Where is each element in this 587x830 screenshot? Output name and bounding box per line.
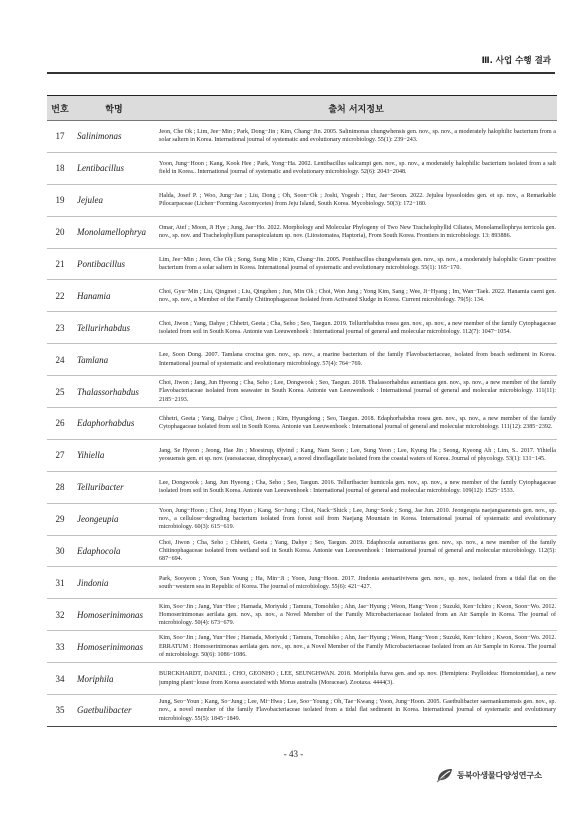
scientific-name: Jeongeupia [73,503,155,535]
row-number: 30 [47,535,73,567]
row-number: 24 [47,344,73,376]
row-number: 27 [47,439,73,471]
reference-text: Choi, Jiwon ; Yang, Dahye ; Chhetri, Geeta ; Cha, Seho ; Seo, Taegun. 2019. Tellurirhabdus rosea gen. nov., sp. nov., a new member of the family Cytophagaceae isolated from soil in South Korea. Antonie van Leeuwenhoek : International journal of general and molecular microbiology. 112(7): 1047−1054. [159,320,556,335]
table-row [47,599,557,631]
row-number: 31 [47,567,73,599]
reference-cell [155,567,557,599]
reference-text: Park, Sooyeon ; Yoon, Sun Young ; Ha, Min−Ji ; Yoon, Jung−Hoon. 2017. Jindonia aestuariivivens gen. nov., sp. nov., isolated from a tidal flat on the south−western sea in Republic of Korea. The journal of microbiology. 55(6): 421−427. [159,575,556,590]
table-row [47,471,557,503]
reference-cell [155,312,557,344]
reference-cell [155,184,557,216]
reference-cell [155,376,557,408]
scientific-name: Tamlana [73,344,155,376]
scientific-name: Homoserinimonas [73,631,155,663]
row-number: 32 [47,599,73,631]
reference-cell [155,503,557,535]
row-number: 26 [47,408,73,440]
scientific-name: Monolamellophrya [73,216,155,248]
reference-cell [155,216,557,248]
reference-cell [155,152,557,184]
row-number: 20 [47,216,73,248]
table-row [47,121,557,153]
reference-cell [155,408,557,440]
reference-cell [155,631,557,663]
reference-table [47,95,557,727]
reference-cell [155,344,557,376]
reference-text: Jang, Se Hyeon ; Jeong, Hae Jin ; Moestrup, Øjvind ; Kang, Nam Seon ; Lee, Sung Yeon ; Lee, Kyung Ha ; Seong, Kyeong Ah ; Lim, S.. 2017. Yihiella yeosuensis gen. et sp. nov. (suessiaceae, dinophyceae), a novel dinoflagellate isolated from the coastal waters of Korea. Journal of phycology. 53(1): 131−145. [159,448,556,463]
reference-text: Kim, Soo−Jin ; Jang, Yun−Hee ; Hamada, Moriyuki ; Tamura, Tomohiko ; Ahn, Jae−Hyung ; Weon, Hang−Yeon ; Suzuki, Ken−Ichiro ; Kwon, Soon−Wo. 2012. ERRATUM : Homoserinimonas aerilata gen. nov., sp. nov., a Novel Member of the Family Microbacteriaceae Isolated from an Air Sample in Korea. The journal of microbiology. 50(6): 1086−1086. [159,635,556,658]
reference-cell [155,248,557,280]
reference-text: Lim, Jee−Min ; Jeon, Che Ok ; Song, Sung Min ; Kim, Chang−Jin. 2005. Pontibacillus chungwhensis gen. nov., sp. nov., a moderately halophilic Gram−positive bacterium from a solar saltern in Korea. International journal of systematic and evolutionary microbiology. 55(1): 165−170. [159,256,556,271]
reference-cell [155,121,557,153]
reference-text: Lee, Dongwook ; Jang, Jun Hyeong ; Cha, Seho ; Seo, Taegun. 2016. Telluribacter humicola gen. nov., sp. nov., a new member of the family Cytophagaceae isolated from soil in South Korea. Antonie van Leeuwenhoek : International journal of general and molecular microbiology. 109(12): 1525−1533. [159,480,556,495]
scientific-name: Salinimonas [73,121,155,153]
scientific-name: Pontibacillus [73,248,155,280]
row-number: 18 [47,152,73,184]
scientific-name: Hanamia [73,280,155,312]
reference-text: Choi, Jiwon ; Jang, Jun Hyeong ; Cha, Seho ; Lee, Dongwook ; Seo, Taegun. 2018. Thalassorhabdus aurantiaca gen. nov., sp. nov., a new member of the family Flavobacteriaceae isolated from seawater in South Korea. Antonie van Leeuwenhoek : International journal of general and molecular microbiology. 111(11): 2185−2193. [159,380,556,403]
reference-text: Lee, Soon Dong. 2007. Tamlana crocina gen. nov., sp. nov., a marine bacterium of the family Flavobacteriaceae, isolated from beach sediment in Korea. International journal of systematic and evolutionary microbiology. 57(4): 764−769. [159,352,556,367]
scientific-name: Moriphila [73,663,155,695]
table-row [47,695,557,727]
row-number: 21 [47,248,73,280]
reference-text: Kim, Soo−Jin ; Jang, Yun−Hee ; Hamada, Moriyuki ; Tamura, Tomohiko ; Ahn, Jae−Hyung ; Weon, Hang−Yeon ; Suzuki, Ken−Ichiro ; Kwon, Soon−Wo. 2012. Homoserinimonas aerilata gen. nov., sp. nov., a Novel Member of the Family Microbacteriaceae Isolated from an Air Sample in Korea. The journal of microbiology. 50(4): 673−679. [159,603,556,626]
scientific-name: Lentibacillus [73,152,155,184]
reference-text: Yoon, Jung−Hoon ; Kang, Kook Hee ; Park, Yong−Ha. 2002. Lentibacillus salicampi gen. nov., sp. nov., a moderately halophilic bacterium isolated from a salt field in Korea.. International journal of systematic and evolutionary microbiology. 52(6): 2043−2048. [159,161,556,176]
table-row [47,312,557,344]
scientific-name: Jejulea [73,184,155,216]
table-row [47,344,557,376]
scientific-name: Gaetbulibacter [73,695,155,727]
row-number: 33 [47,631,73,663]
reference-text: Jeon, Che Ok ; Lim, Jee−Min ; Park, Dong−Jin ; Kim, Chang−Jin. 2005. Salinimonas chungwhensis gen. nov., sp. nov., a moderately halophilic bacterium from a solar saltern in Korea. International journal of systematic and evolutionary microbiology. 55(1): 239−243. [159,129,556,144]
row-number: 22 [47,280,73,312]
row-number: 35 [47,695,73,727]
row-number: 17 [47,121,73,153]
row-number: 23 [47,312,73,344]
table-row [47,439,557,471]
scientific-name: Edaphorhabdus [73,408,155,440]
section-header: Ⅲ. 사업 수행 결과 [481,56,551,66]
header-divider [47,72,555,74]
table-row [47,152,557,184]
table-row [47,408,557,440]
table-row [47,280,557,312]
scientific-name: Tellurirhabdus [73,312,155,344]
reference-cell [155,439,557,471]
col-header-name: 학명 [73,96,155,121]
table-row [47,567,557,599]
reference-text: Choi, Jiwon ; Cha, Seho ; Chhetri, Geeta ; Yang, Dahye ; Seo, Taegun. 2019. Edaphocola aurantiacus gen. nov., sp. nov., a new member of the family Chitinophagaceae isolated from wetland soil in South Korea. Antonie van Leeuwenhoek : International journal of general and molecular microbiology. 112(5): 687−694. [159,539,556,563]
table-row [47,663,557,695]
scientific-name: Jindonia [73,567,155,599]
row-number: 29 [47,503,73,535]
reference-cell [155,280,557,312]
table-row [47,503,557,535]
reference-text: Omar, Atef ; Moon, Ji Hye ; Jung, Jae−Ho. 2022. Morphology and Molecular Phylogeny of Two New Trachelophyllid Ciliates, Monolamellophrya terricola gen. nov., sp. nov. and Trachelophyllum paraspiculatum sp. nov. (Litostomatea, Haptoria), From South Korea. Frontiers in microbiology. 13: 893886. [159,224,556,240]
reference-text: Chhetri, Geeta ; Yang, Dahye ; Choi, Jiwon ; Kim, Hyungdong ; Seo, Taegun. 2018. Edaphorhabdus rosea gen. nov., sp. nov., a new member of the family Cytophagaceae isolated from soil in South Korea. Antonie van Leeuwenhoek : International journal of general and molecular microbiology. 111(12): 2385−2392. [159,416,556,431]
table-row [47,184,557,216]
page-number: - 43 - [283,749,304,759]
col-header-number: 번호 [47,96,73,121]
reference-text: Halda, Josef P. ; Woo, Jung−Jae ; Liu, Dong ; Oh, Soon−Ok ; Joshi, Yogesh ; Hur, Jae−Seoun. 2022. Jejulea byssoloides gen. et sp. nov., a Remarkable Pilocarpaceae (Lichen−Forming Ascomycetes) from Jeju Island, South Korea. Mycobiology. 50(3): 172−180. [159,193,556,208]
organization-name: 동북아생물다양성연구소 [457,769,542,780]
row-number: 28 [47,471,73,503]
reference-text: Yoon, Jung−Hoon ; Choi, Jong Hyun ; Kang, So−Jung ; Choi, Nack−Shick ; Lee, Jung−Sook ; Song, Jae Jun. 2010. Jeongeupia naejangsanensis gen. nov., sp. nov., a cellulose−degrading bacterium isolated from forest soil from Naejang Mountain in Korea. International journal of systematic and evolutionary microbiology. 60(3): 615−619. [159,507,556,531]
scientific-name: Yihiella [73,439,155,471]
reference-cell [155,663,557,695]
scientific-name: Homoserinimonas [73,599,155,631]
reference-cell [155,535,557,567]
reference-cell [155,599,557,631]
table-row [47,216,557,248]
table-row [47,248,557,280]
scientific-name: Telluribacter [73,471,155,503]
table-row [47,631,557,663]
organization-logo [436,767,542,783]
scientific-name: Thalassorhabdus [73,376,155,408]
scientific-name: Edaphocola [73,535,155,567]
reference-cell [155,695,557,727]
row-number: 25 [47,376,73,408]
reference-text: BURCKHARDT, DANIEL ; CHO, GEONHO ; LEE, SEUNGHWAN. 2018. Moriphila furva gen. and sp. nov. (Hemiptera: Psylloidea: Homotomidae), a new jumping plant−louse from Korea associated with Morus australis (Moraceae). Zootaxa. 4444(3). [159,671,556,686]
col-header-reference: 출처 서지정보 [155,96,557,121]
leaf-logo-icon [436,767,454,783]
table-header-row [47,96,557,121]
row-number: 34 [47,663,73,695]
row-number: 19 [47,184,73,216]
reference-text: Jung, Seo−Youn ; Kang, So−Jung ; Lee, Mi−Hwa ; Lee, Soo−Young ; Oh, Tae−Kwang ; Yoon, Jung−Hoon. 2005. Gaetbulibacter saemankumensis gen. nov., sp. nov., a novel member of the family Flavobacteriaceae isolated from a tidal flat sediment in Korea. International journal of systematic and evolutionary microbiology. 55(5): 1845−1849. [159,699,556,722]
table-row [47,376,557,408]
reference-cell [155,471,557,503]
reference-text: Choi, Gyu−Min ; Liu, Qingmei ; Liu, Qingzhen ; Jun, Min Ok ; Choi, Won Jung ; Yong Kim, Sang ; Wee, Ji−Hyang ; Im, Wan−Taek. 2022. Hanamia caeni gen. nov., sp. nov., a Member of the Family Chitinophagaceae Isolated from Activated Sludge in Korea. Current microbiology. 79(5): 134. [159,288,556,303]
table-row [47,535,557,567]
